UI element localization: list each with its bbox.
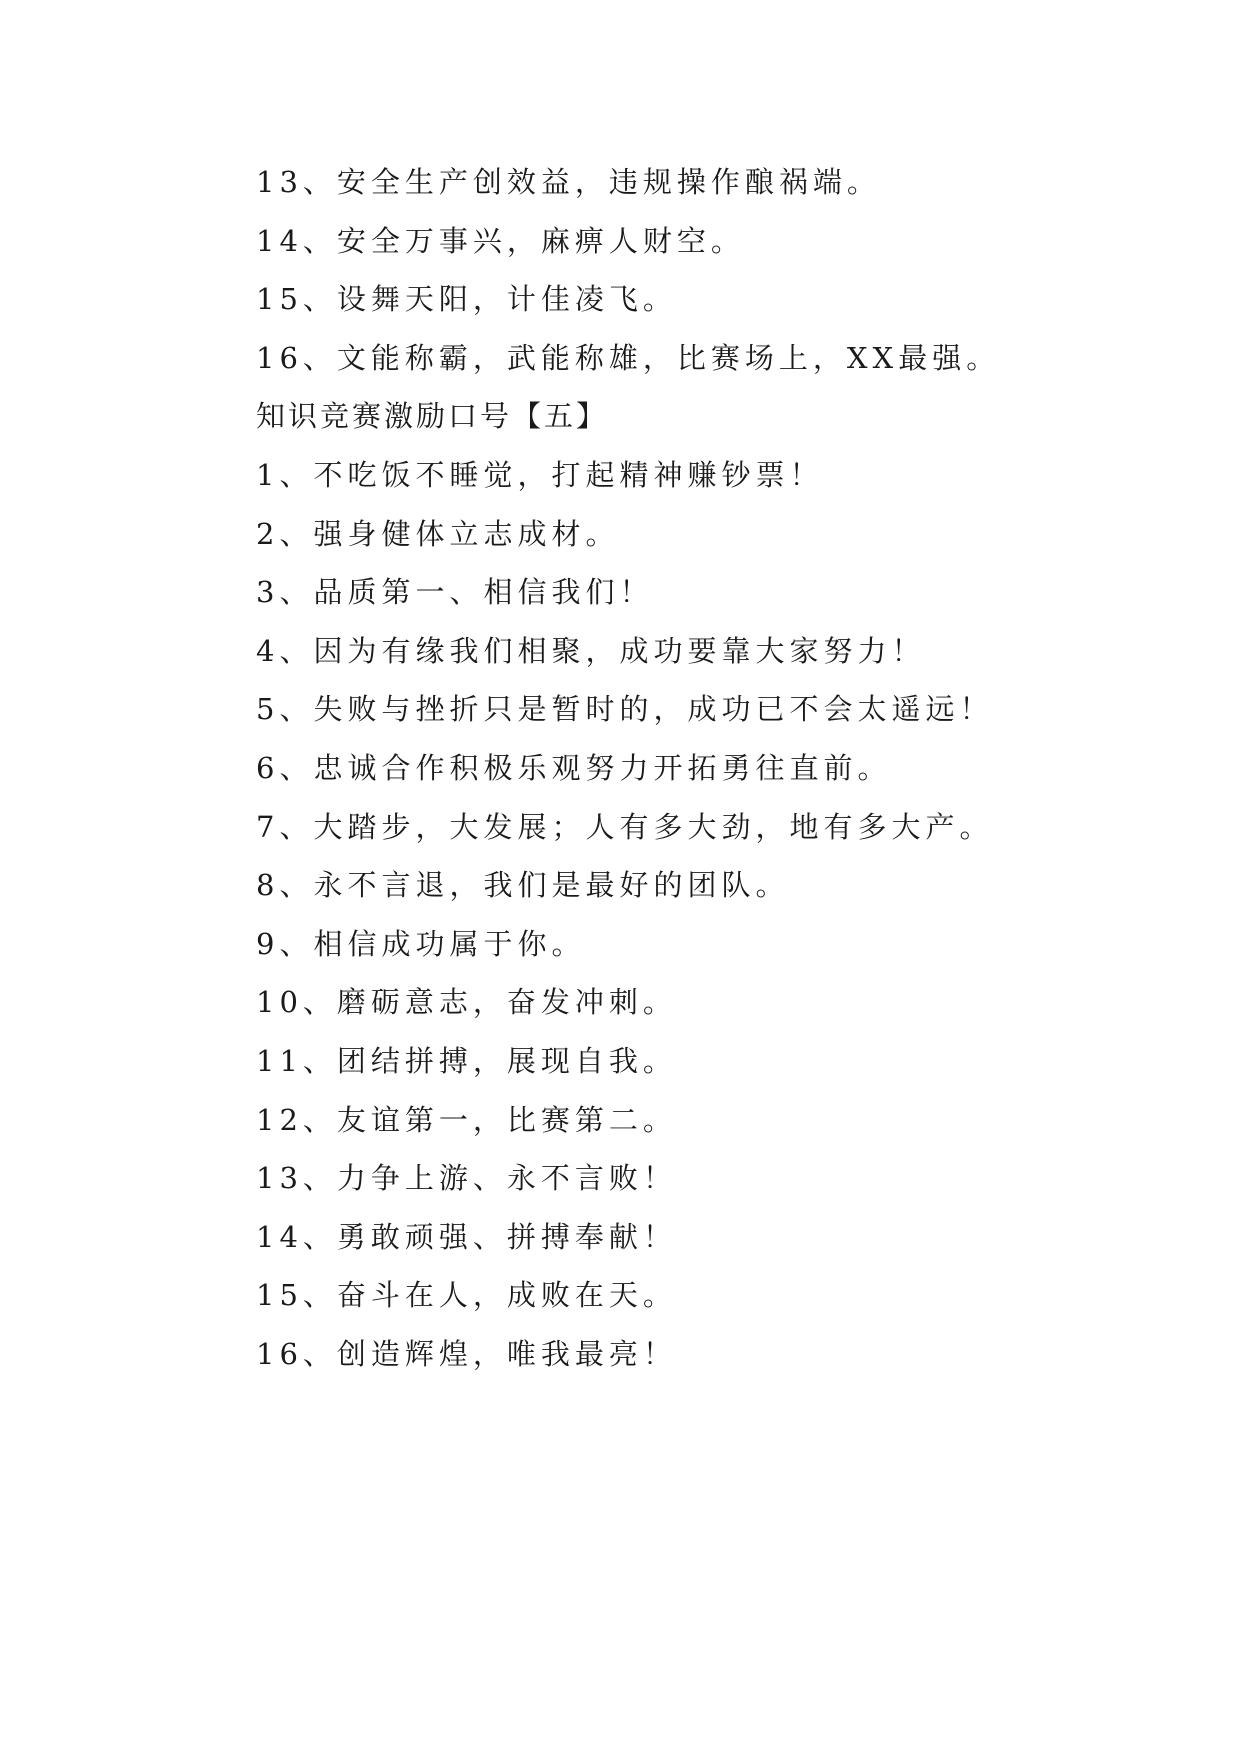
list-item: 14、安全万事兴，麻痹人财空。	[256, 223, 745, 258]
list-item: 1、不吃饭不睡觉，打起精神赚钞票！	[256, 457, 824, 492]
list-item: 13、安全生产创效益，违规操作酿祸端。	[256, 165, 881, 199]
list-item: 12、友谊第一，比赛第二。	[256, 1102, 677, 1137]
list-item: 4、因为有缘我们相聚，成功要靠大家努力！	[256, 633, 926, 668]
list-item: 9、相信成功属于你。	[256, 926, 586, 961]
section-title: 知识竞赛激励口号【五】	[256, 399, 609, 434]
list-item: 5、失败与挫折只是暂时的，成功已不会太遥远！	[256, 692, 994, 727]
list-item: 15、奋斗在人，成败在天。	[256, 1278, 677, 1313]
list-item: 13、力争上游、永不言败！	[256, 1161, 677, 1196]
list-item: 3、品质第一、相信我们！	[256, 575, 654, 610]
list-item: 7、大踏步，大发展；人有多大劲，地有多大产。	[256, 809, 994, 844]
list-item: 16、创造辉煌，唯我最亮！	[256, 1336, 677, 1371]
list-item: 6、忠诚合作积极乐观努力开拓勇往直前。	[256, 750, 892, 785]
list-item: 8、永不言退，我们是最好的团队。	[256, 868, 790, 903]
list-item: 10、磨砺意志，奋发冲刺。	[256, 985, 677, 1020]
list-item: 15、设舞天阳，计佳凌飞。	[256, 282, 677, 317]
list-item: 11、团结拼搏，展现自我。	[256, 1043, 677, 1078]
list-item: 2、强身健体立志成材。	[256, 516, 620, 551]
document-body	[256, 153, 1156, 1383]
list-item: 16、文能称霸，武能称雄，比赛场上，XX最强。	[256, 340, 1001, 375]
list-item: 14、勇敢顽强、拼搏奉献！	[256, 1219, 677, 1254]
